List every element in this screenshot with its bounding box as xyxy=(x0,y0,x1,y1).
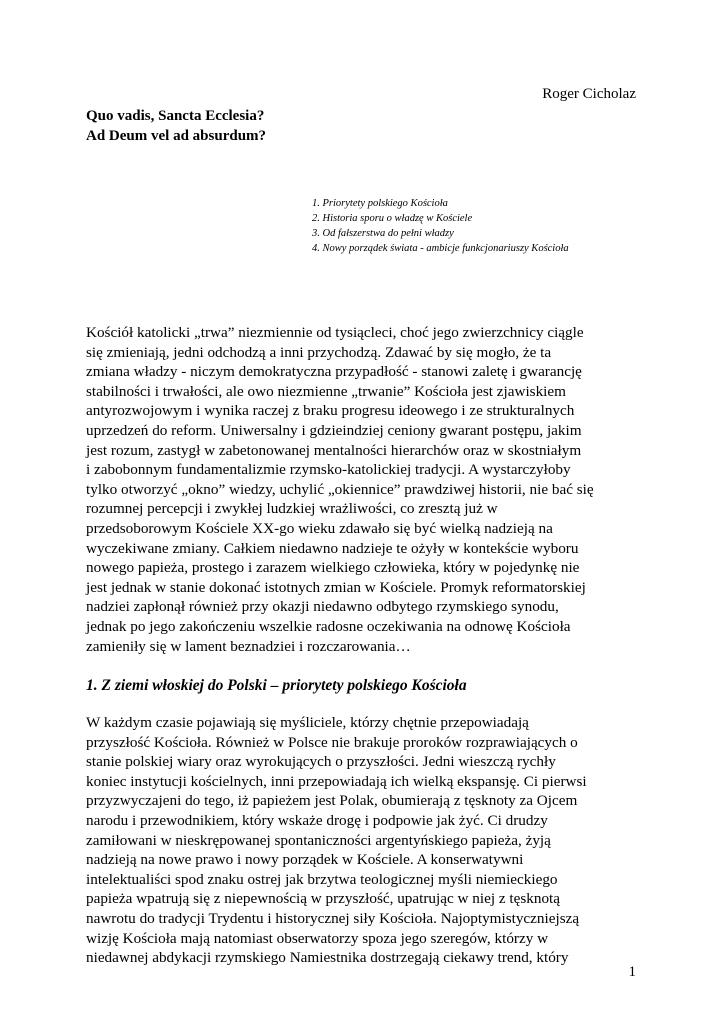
page-number: 1 xyxy=(628,964,636,980)
text-line: zamieniły się w lament beznadziei i rozczarowania… xyxy=(86,637,411,655)
text-line: stanie polskiej wiary oraz wyrokujących o przyszłości. Jedni wieszczą rychły xyxy=(86,753,556,771)
title-line-1: Quo vadis, Sancta Ecclesia? xyxy=(86,108,265,124)
text-line: niedawnej abdykacji rzymskiego Namiestnika dostrzegają ciekawy trend, który xyxy=(86,949,569,967)
text-line: jednak po jego zakończeniu wszelkie radosne oczekiwania na odnowę Kościoła xyxy=(86,617,571,635)
text-line: przyszłość Kościoła. Również w Polsce nie brakuje proroków rozprawiających o xyxy=(86,733,578,751)
text-line: zamiłowani w nieskrępowanej spontaniczności argentyńskiego papieża, żyją xyxy=(86,831,551,849)
document-title xyxy=(86,106,266,146)
text-line: wizję Kościoła mają natomiast obserwatorzy spoza jego szeregów, którzy w xyxy=(86,929,549,947)
text-line: tylko otworzyć „okno” wiedzy, uchylić „okiennice” prawdziwej historii, nie bać się xyxy=(86,480,594,498)
toc-item: 1. Priorytety polskiego Kościoła xyxy=(312,198,448,209)
toc-item: 4. Nowy porządek świata - ambicje funkcjonariuszy Kościoła xyxy=(312,243,569,254)
text-line: antyrozwojowym i wynika raczej z braku progresu ideowego i ze strukturalnych xyxy=(86,402,575,420)
title-line-2: Ad Deum vel ad absurdum? xyxy=(86,128,267,144)
text-line: jest rozum, zastygł w zabetonowanej mentalności hierarchów oraz w skostniałym xyxy=(86,441,582,459)
text-line: stabilności i trwałości, ale owo niezmienne „trwanie” Kościoła jest zjawiskiem xyxy=(86,382,566,400)
author-name: Roger Cicholaz xyxy=(542,86,636,102)
section-heading: 1. Z ziemi włoskiej do Polski – priorytety polskiego Kościoła xyxy=(86,677,467,694)
text-line: Kościół katolicki „trwa” niezmiennie od tysiącleci, choć jego zwierzchnicy ciągle xyxy=(86,324,584,341)
text-line: papieża wpatrują się z niepewnością w przyszłość, upatrując w niej z tęsknotą xyxy=(86,890,561,908)
intro-paragraph xyxy=(86,323,642,656)
text-line: nawrotu do tradycji Trydentu i historycznej siły Kościoła. Najoptymistyczniejszą xyxy=(86,909,580,927)
text-line: przyzwyczajeni do tego, iż papieżem jest Polak, obumierają z tęsknoty za Ojcem xyxy=(86,792,578,810)
text-line: jest jednak w stanie dokonać istotnych zmian w Kościele. Promyk reformatorskiej xyxy=(86,578,586,596)
text-line: nadzieją na nowe prawo i nowy porządek w Kościele. A konserwatywni xyxy=(86,851,524,869)
text-line: przedsoborowym Kościele XX-go wieku zdawało się być wielką nadzieją na xyxy=(86,519,553,537)
text-line: wyczekiwane zmiany. Całkiem niedawno nadzieje te ożyły w kontekście wyboru xyxy=(86,539,579,557)
text-line: nadziei zapłonął również przy okazji niedawno odbytego rzymskiego synodu, xyxy=(86,598,559,616)
text-line: zmiana władzy - niczym demokratyczna przypadłość - stanowi zaletę i gwarancję xyxy=(86,363,582,381)
table-of-contents xyxy=(312,196,569,256)
text-line: nowego papieża, prostego i zarazem wielkiego człowieka, który w pojedynkę nie xyxy=(86,559,580,577)
text-line: rozumnej percepcji i zwykłej ludzkiej wrażliwości, co zresztą już w xyxy=(86,500,498,518)
text-line: i zabobonnym fundamentalizmie rzymsko-katolickiej tradycji. A wystarczyłoby xyxy=(86,461,571,479)
section-paragraph xyxy=(86,713,642,968)
text-line: koniec instytucji kościelnych, inni przepowiadają ich wielką ekspansję. Ci pierwsi xyxy=(86,772,587,790)
text-line: się zmieniają, jedni odchodzą a inni przychodzą. Zdawać by się mogło, że ta xyxy=(86,343,552,361)
toc-item: 3. Od fałszerstwa do pełni władzy xyxy=(312,228,454,239)
toc-item: 2. Historia sporu o władzę w Kościele xyxy=(312,213,473,224)
text-line: narodu i przewodnikiem, który wskaże drogę i podpowie jak żyć. Ci drudzy xyxy=(86,811,548,829)
text-line: uprzedzeń do reform. Uniwersalny i gdzieindziej ceniony gwarant postępu, jakim xyxy=(86,421,582,439)
text-line: intelektualiści spod znaku ostrej jak brzytwa teologicznej myśli niemieckiego xyxy=(86,870,558,888)
text-line: W każdym czasie pojawiają się myśliciele, którzy chętnie przepowiadają xyxy=(86,714,529,731)
